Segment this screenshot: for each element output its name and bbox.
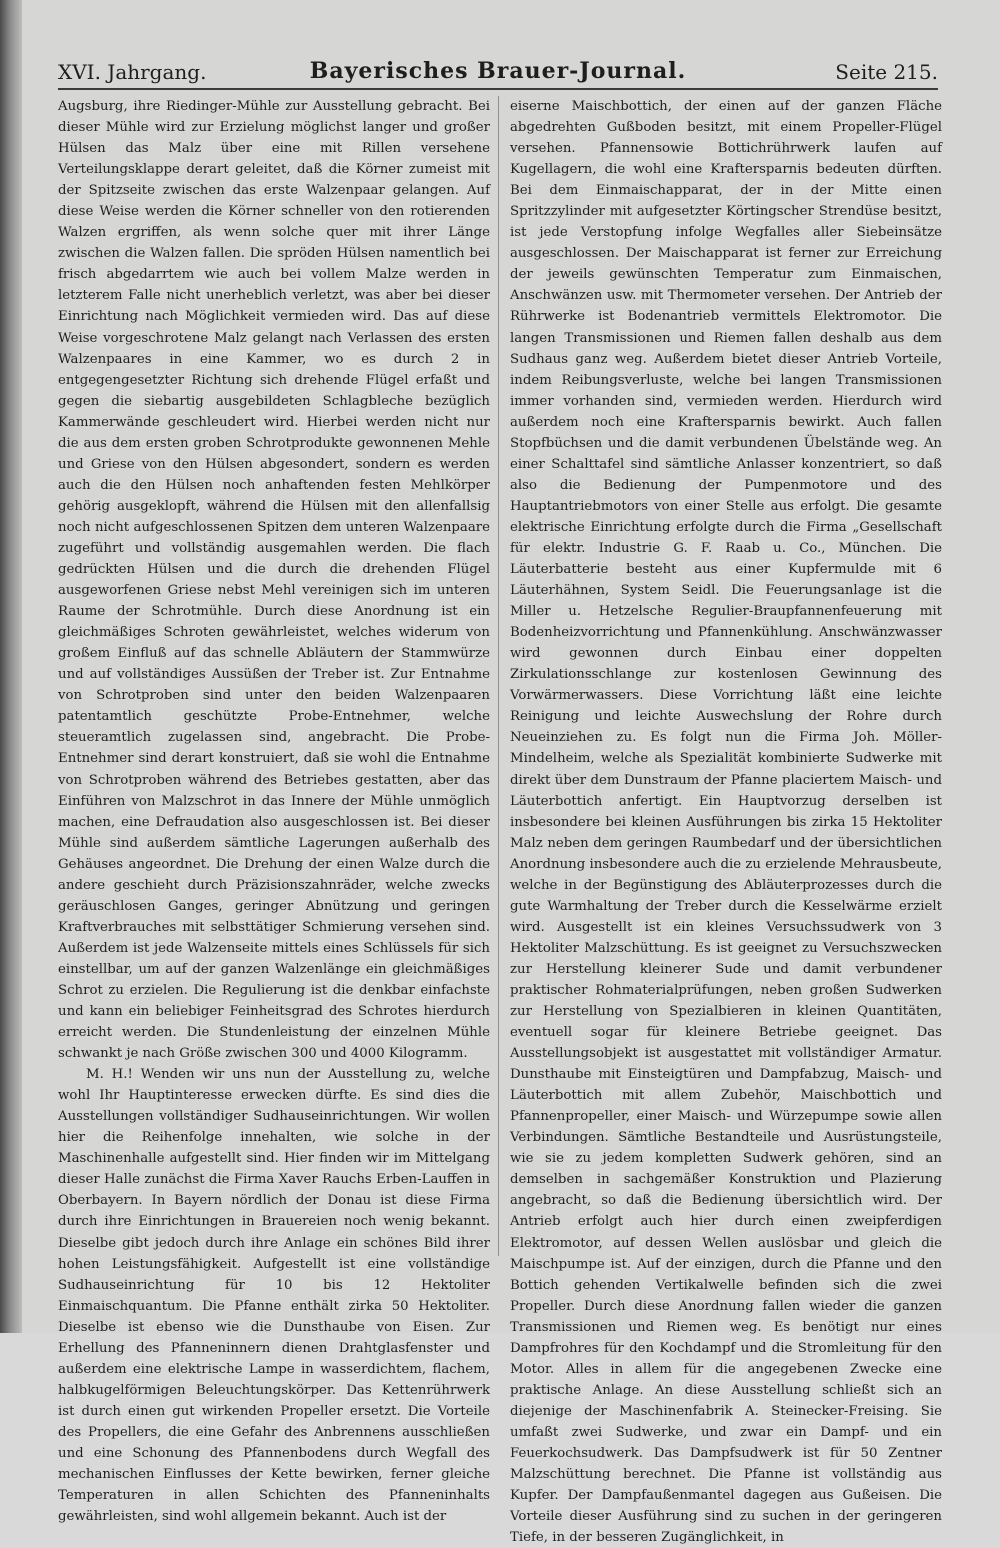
volume-label: XVI. Jahrgang. — [58, 60, 207, 84]
left-paragraph: Augsburg, ihre Riedinger-Mühle zur Ausstellung gebracht. Bei dieser Mühle wird zur Erzielung möglichst langer und großer Hülsen das Malz über eine mit Rillen versehene Verteilungsklappe derart geleitet, daß die Körner zumeist mit der Spitzseite zwischen das erste Walzenpaar gelangen. Auf diese Weise werden die Körner schneller von den rotierenden Walzen ergriffen, als wenn solche quer mit ihrer Länge zwischen die Walzen fallen. Die spröden Hülsen namentlich bei frisch abgedarrtem wie auch bei vollem Malze werden in letzterem Falle nicht unerheblich verletzt, was aber bei dieser Einrichtung nach Möglichkeit vermieden wird. Das auf diese Weise vorgeschrotene Malz gelangt nach Verlassen des ersten Walzenpaares in eine Kammer, wo es durch 2 in entgegengesetzter Richtung sich drehende Flügel erfaßt und gegen die siebartig ausgebildeten Schlagbleche bezüglich Kammerwände geschleudert wird. Hierbei werden nicht nur die aus dem ersten groben Schrotprodukte gewonnenen Mehle und Griese von den Hülsen abgesondert, sondern es werden auch die den Hülsen noch anhaftenden festen Mehlkörper gehörig ausgeklopft, während die Hülsen mit den allenfallsig noch nicht aufgeschlossenen Spitzen dem unteren Walzenpaare zugeführt und vollständig ausgemahlen werden. Die flach gedrückten Hülsen und die durch die drehenden Flügel ausgeworfenen Griese nebst Mehl vereinigen sich im unteren Raume der Schrotmühle. Durch diese Anordnung ist ein gleichmäßiges Schroten gewährleistet, welches widerum von großem Einfluß auf das schnelle Abläutern der Stammwürze und auf vollständiges Aussüßen der Treber ist. Zur Entnahme von Schrotproben sind unter den beiden Walzenpaaren patentamtlich geschützte Probe-Entnehmer, welche steueramtlich zugelassen sind, angebracht. Die Probe-Entnehmer sind derart konstruiert, daß sie wohl die Entnahme von Schrotproben während des Betriebes gestatten, aber das Einführen von Malzschrot in das Innere der Mühle unmöglich machen, eine Defraudation also ausgeschlossen ist. Bei dieser Mühle sind außerdem sämtliche Lagerungen außerhalb des Gehäuses angeordnet. Die Drehung der einen Walze durch die andere geschieht durch Präzisionszahnräder, welche zwecks geräuschlosen Ganges, geringer Abnützung und geringen Kraftverbrauches mit selbsttätiger Schmierung versehen sind. Außerdem ist jede Walzenseite mittels eines Schlüssels für sich einstellbar, um auf der ganzen Walzenlänge ein gleichmäßiges Schrot zu erzielen. Die Regulierung ist die denkbar einfachste und kann ein beliebiger Feinheitsgrad des Schrotes hierdurch erreicht werden. Die Stundenleistung der einzelnen Mühle schwankt je nach Größe zwischen 300 und 4000 Kilogramm. — [58, 99, 490, 1062]
left-column — [58, 96, 490, 1525]
header-rule — [58, 88, 938, 90]
book-binding-shadow — [0, 0, 22, 1333]
right-paragraph: eiserne Maischbottich, der einen auf der ganzen Fläche abgedrehten Gußboden besitzt, mit einem Propeller-Flügel versehen. Pfannensowie Bottichrührwerk laufen auf Kugellagern, die wohl eine Kraftersparnis bedeuten dürften. Bei dem Einmaischapparat, der in der Mitte einen Spritzzylinder mit aufgesetzter Körtingscher Strendüse besitzt, ist jede Verstopfung infolge Wegfalles aller Siebeinsätze ausgeschlossen. Der Maischapparat ist ferner zur Erreichung der jeweils gewünschten Temperatur zum Einmaischen, Anschwänzen usw. mit Thermometer versehen. Der Antrieb der Rührwerke ist Bodenantrieb vermittels Elektromotor. Die langen Transmissionen und Riemen fallen deshalb aus dem Sudhaus ganz weg. Außerdem bietet dieser Antrieb Vorteile, indem Reibungsverluste, welche bei langen Transmissionen immer vorhanden sind, vermieden werden. Hierdurch wird außerdem noch eine Kraftersparnis bewirkt. Auch fallen Stopfbüchsen und die damit verbundenen Übelstände weg. An einer Schalttafel sind sämtliche Anlasser konzentriert, so daß also die Bedienung der Pumpenmotore und des Hauptantriebmotors von einer Stelle aus erfolgt. Die gesamte elektrische Einrichtung erfolgte durch die Firma „Gesellschaft für elektr. Industrie G. F. Raab u. Co., München. Die Läuterbatterie besteht aus einer Kupfermulde mit 6 Läuterhähnen, System Seidl. Die Feuerungsanlage ist die Miller u. Hetzelsche Regulier-Braupfannenfeuerung mit Bodenheizvorrichtung und Pfannenkühlung. Anschwänzwasser wird gewonnen durch Einbau einer doppelten Zirkulationsschlange zur kostenlosen Gewinnung des Vorwärmerwassers. Diese Vorrichtung läßt eine leichte Reinigung und leichte Auswechslung der Rohre durch Neueinziehen zu. Es folgt nun die Firma Joh. Möller-Mindelheim, welche als Spezialität kombinierte Sudwerke mit direkt über dem Dunstraum der Pfanne placiertem Maisch- und Läuterbottich anfertigt. Ein Hauptvorzug derselben ist insbesondere bei kleinen Ausführungen bis zirka 15 Hektoliter Malz neben dem geringen Raumbedarf und der übersichtlichen Anordnung insbesondere auch die zu erzielende Mehrausbeute, welche in der Begünstigung des Abläuterprozesses durch die gute Warmhaltung der Treber durch die Kesselwärme erzielt wird. Ausgestellt ist ein kleines Versuchssudwerk von 3 Hektoliter Malzschüttung. Es ist geeignet zu Versuchszwecken zur Herstellung kleinerer Sude und damit verbundener praktischer Rohmaterialprüfungen, neben großen Sudwerken zur Herstellung von Spezialbieren in kleinen Quantitäten, eventuell sogar für kleinere Betriebe geeignet. Das Ausstellungsobjekt ist ausgestattet mit vollständiger Armatur. Dunsthaube mit Einsteigtüren und Dampfabzug, Maisch- und Läuterbottich mit allem Zubehör, Maischbottich und Pfannenpropeller, einer Maisch- und Würzepumpe sowie allen Verbindungen. Sämtliche Bestandteile und Ausrüstungsteile, wie sie zu jedem kompletten Sudwerk gehören, sind an demselben in sachgemäßer Konstruktion und Plazierung angebracht, so daß die Bedienung übersichtlich wird. Der Antrieb erfolgt auch hier durch einen zweipferdigen Elektromotor, auf dessen Wellen auslösbar und gleich die Maischpumpe ist. Auf der einzigen, durch die Pfanne und den Bottich gehenden Vertikalwelle befinden sich die zwei Propeller. Durch diese Anordnung fallen wieder die ganzen Transmissionen und Riemen weg. Es benötigt nur eines Dampfrohres für den Kochdampf und die Stromleitung für den Motor. Alles in allem für die angegebenen Zwecke eine praktische Anlage. An diese Ausstellung schließt sich an diejenige der Maschinenfabrik A. Steinecker-Freising. Sie umfaßt zwei Sudwerke, und zwar ein Dampf- und ein Feuerkochsudwerk. Das Dampfsudwerk ist für 50 Zentner Malzschüttung berechnet. Die Pfanne ist vollständig aus Kupfer. Der Dampfaußenmantel dagegen aus Gußeisen. Die Vorteile dieser Ausführung sind zu suchen in der geringeren Tiefe, in der besseren Zugänglichkeit, in — [510, 99, 942, 1546]
column-divider — [498, 96, 499, 1256]
left-paragraph: M. H.! Wenden wir uns nun der Ausstellung zu, welche wohl Ihr Hauptinteresse erwecken dürfte. Es sind dies die Ausstellungen vollständiger Sudhauseinrichtungen. Wir wollen hier die Reihenfolge innehalten, wie solche in der Maschinenhalle aufgestellt sind. Hier finden wir im Mittelgang dieser Halle zunächst die Firma Xaver Rauchs Erben-Lauffen in Oberbayern. In Bayern nördlich der Donau ist diese Firma durch ihre Einrichtungen in Brauereien noch wenig bekannt. Dieselbe gibt jedoch durch ihre Anlage ein schönes Bild ihrer hohen Leistungsfähigkeit. Aufgestellt ist eine vollständige Sudhauseinrichtung für 10 bis 12 Hektoliter Einmaischquantum. Die Pfanne enthält zirka 50 Hektoliter. Dieselbe ist ebenso wie die Dunsthaube von Eisen. Zur Erhellung des Pfanneninnern dienen Drahtglasfenster und außerdem eine elektrische Lampe in wasserdichtem, flachem, halbkugelförmigen Beleuchtungskörper. Das Kettenrührwerk ist durch einen gut wirkenden Propeller ersetzt. Die Vorteile des Propellers, die eine Gefahr des Anbrennens ausschließen und eine Schonung des Pfannenbodens durch Wegfall des mechanischen Einflusses der Kette bewirken, ferner gleiche Temperaturen in allen Schichten des Pfanneninhalts gewährleisten, sind wohl allgemein bekannt. Auch ist der — [58, 1067, 490, 1525]
journal-title: Bayerisches Brauer-Journal. — [309, 58, 687, 84]
page-header — [58, 58, 938, 88]
right-column — [510, 96, 942, 1546]
page-number: Seite 215. — [835, 60, 938, 84]
